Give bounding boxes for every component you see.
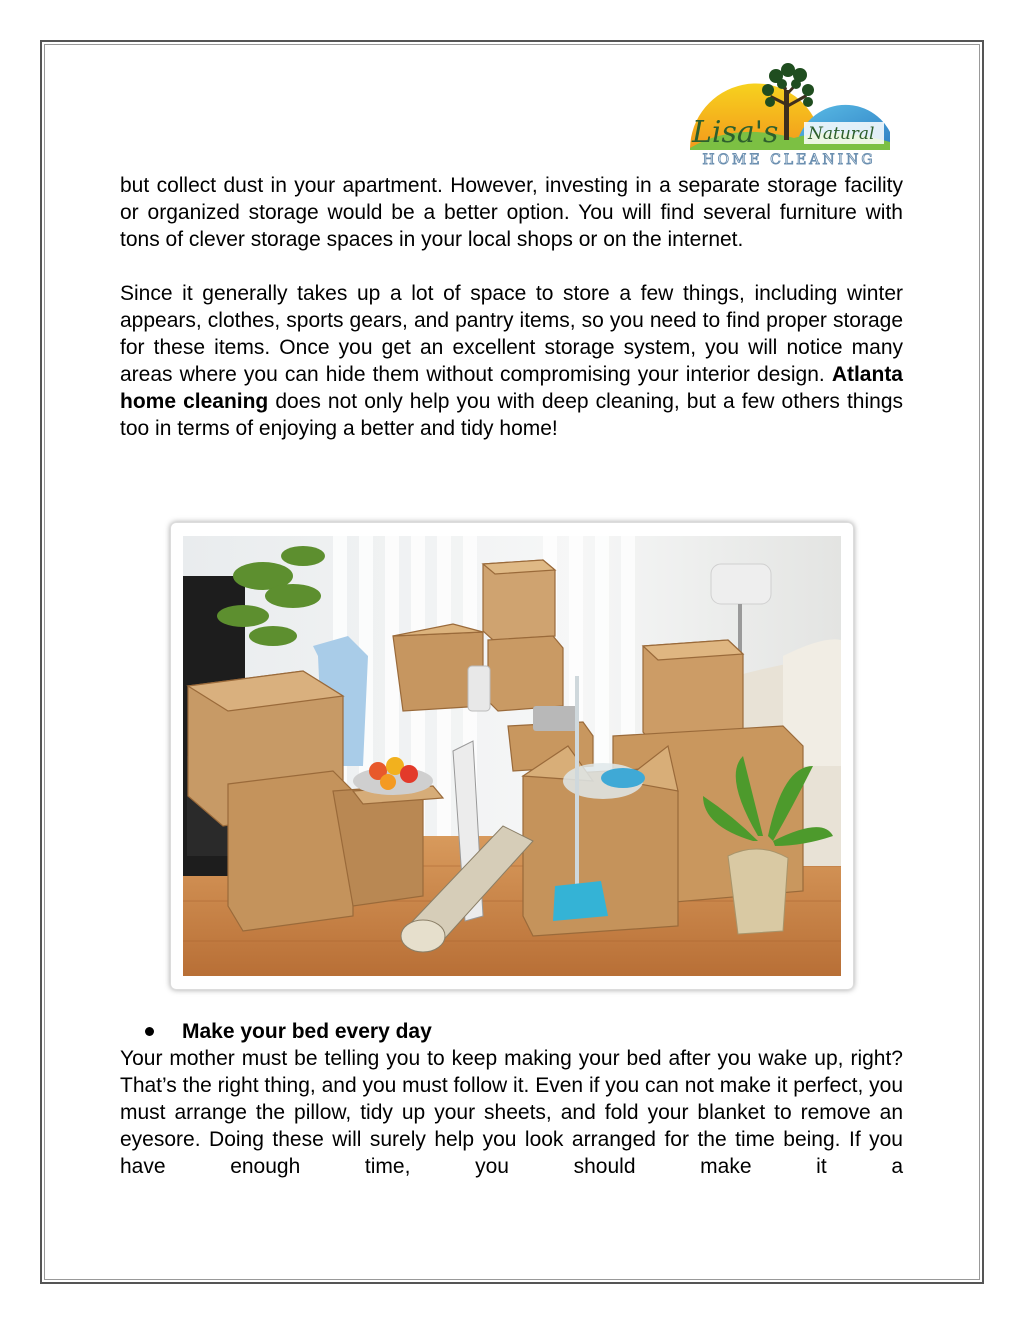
bullet-icon (145, 1027, 154, 1036)
moving-boxes-photo (183, 536, 841, 976)
bullet-item-make-bed (145, 1018, 432, 1045)
company-logo (684, 62, 894, 170)
body-text-top (120, 172, 903, 442)
bullet-heading: Make your bed every day (182, 1020, 432, 1043)
paragraph-atlanta (120, 280, 903, 442)
logo-brand-word: Natural (808, 124, 875, 144)
photo-frame (170, 522, 854, 990)
paragraph-atlanta-after: does not only help you with deep cleaning, but a few others things too in terms of enjoying a better and tidy home! (120, 390, 903, 440)
paragraph-atlanta-before: Since it generally takes up a lot of space to store a few things, including winter appears, clothes, sports gears, and pantry items, so you need to find proper storage for these items. Once you get an excellent storage system, you will notice many areas where you can hide them without compromising your interior design. (120, 282, 903, 386)
paragraph-make-bed: Your mother must be telling you to keep making your bed after you wake up, right? That’s the right thing, and you must follow it. Even if you can not make it perfect, you must arrange the pillow, tidy up your sheets, and fold your blanket to remove an eyesore. Doing these will surely help you look arranged for the time being. If you have enough time, you should make it a (120, 1047, 903, 1178)
logo-tagline: HOME CLEANING (702, 152, 876, 168)
paragraph-storage: but collect dust in your apartment. However, investing in a separate storage facility or organized storage would be a better option. You will find several furniture with tons of clever storage spaces in your local shops or on the internet. (120, 174, 903, 251)
atlanta-home-cleaning-link: Atlanta home cleaning (120, 363, 903, 413)
logo-brand-name: Lisa's (692, 115, 779, 150)
body-text-bottom (120, 1045, 903, 1180)
